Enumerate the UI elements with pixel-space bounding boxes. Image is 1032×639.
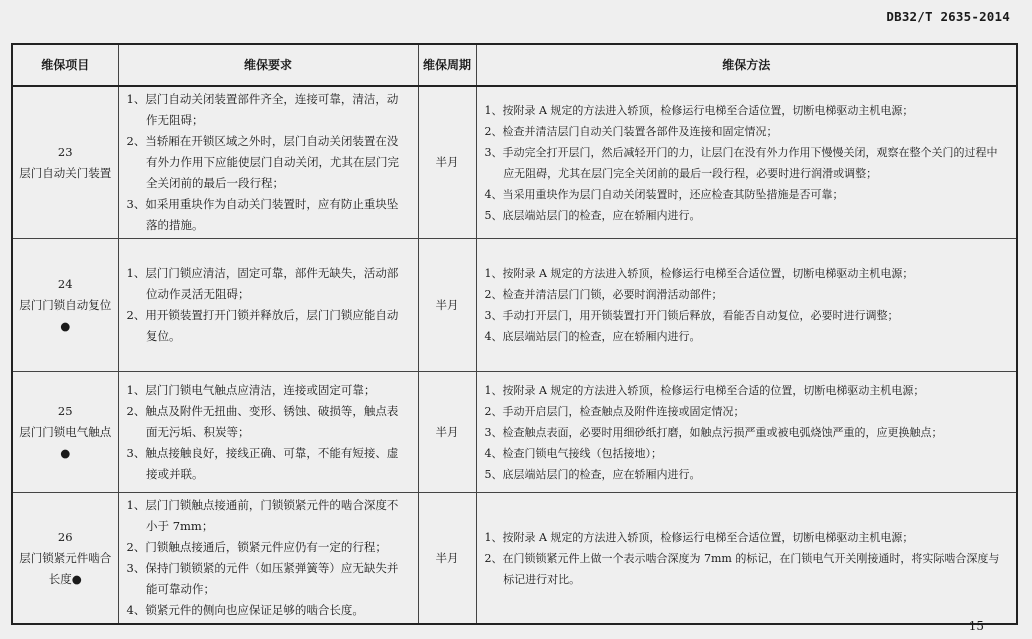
method-cell: [476, 372, 1017, 493]
method-line: 2、检查并清洁层门自动关门装置各部件及连接和固定情况；: [484, 124, 778, 138]
period-cell: 半月: [418, 86, 476, 239]
column-header-period: 维保周期: [418, 44, 476, 86]
item-name: 层门门锁自动复位●: [19, 297, 112, 333]
method-cell: [476, 493, 1017, 625]
requirement-line: 3、保持门锁锁紧的元件（如压紧弹簧等）应无缺失并能可靠动作；: [126, 561, 399, 596]
requirement-line: 2、门锁触点接通后，锁紧元件应仍有一定的行程；: [126, 540, 387, 554]
requirements-cell: [118, 86, 418, 239]
item-name: 层门门锁电气触点●: [19, 424, 112, 460]
method-line: 3、手动完全打开层门，然后减轻开门的力，让层门在没有外力作用下慢慢关闭，观察在整个关门的过程中应无阻碍，尤其在层门完全关闭前的最后一段行程，必要时进行润滑或调整；: [484, 145, 998, 180]
requirement-line: 1、层门自动关闭装置部件齐全，连接可靠，清洁，动作无阻碍；: [126, 92, 399, 127]
requirement-line: 2、当轿厢在开锁区域之外时，层门自动关闭装置在没有外力作用下应能使层门自动关闭，尤其在层门完全关闭前的最后一段行程；: [126, 134, 400, 190]
item-number: 23: [57, 144, 73, 159]
item-cell: [12, 239, 118, 372]
period-cell: 半月: [418, 493, 476, 625]
method-line: 2、手动开启层门，检查触点及附件连接或固定情况；: [484, 404, 745, 418]
method-cell: [476, 239, 1017, 372]
method-cell: [476, 86, 1017, 239]
item-name: 层门锁紧元件啮合长度●: [19, 550, 112, 586]
requirement-line: 2、触点及附件无扭曲、变形、锈蚀、破损等，触点表面无污垢、积炭等；: [126, 403, 399, 439]
requirement-line: 3、触点接触良好，接线正确、可靠，不能有短接、虚接或并联。: [126, 445, 399, 481]
column-header-requirements: 维保要求: [118, 44, 418, 86]
column-header-item: 维保项目: [12, 44, 118, 86]
item-cell: [12, 493, 118, 625]
item-name: 层门自动关门装置: [19, 165, 112, 180]
item-cell: [12, 372, 118, 493]
requirement-line: 2、用开锁装置打开门锁并释放后，层门门锁应能自动复位。: [126, 308, 399, 343]
table-row: [12, 372, 1017, 493]
table-header-row: [12, 44, 1017, 86]
requirement-line: 1、层门门锁触点接通前，门锁锁紧元件的啮合深度不小于 7mm；: [126, 498, 399, 533]
requirements-cell: [118, 493, 418, 625]
method-line: 4、检查门锁电气接线（包括接地）；: [484, 446, 662, 460]
requirement-line: 1、层门门锁电气触点应清洁，连接或固定可靠；: [126, 382, 376, 397]
item-number: 26: [57, 529, 73, 544]
method-line: 4、底层端站层门的检查，应在轿厢内进行。: [484, 330, 701, 343]
table-row: [12, 239, 1017, 372]
method-line: 4、当采用重块作为层门自动关闭装置时，还应检查其防坠措施是否可靠；: [484, 187, 844, 201]
method-line: 2、检查并清洁层门门锁，必要时润滑活动部件；: [484, 288, 723, 301]
table-row: [12, 493, 1017, 625]
requirements-cell: [118, 239, 418, 372]
period-cell: 半月: [418, 239, 476, 372]
maintenance-table: [11, 43, 1018, 625]
method-line: 3、手动打开层门，用开锁装置打开门锁后释放，看能否自动复位，必要时进行调整；: [484, 309, 899, 322]
requirement-line: 4、锁紧元件的侧向也应保证足够的啮合长度。: [126, 603, 364, 617]
method-line: 1、按附录 A 规定的方法进入轿顶，检修运行电梯至合适位置，切断电梯驱动主机电源；: [484, 530, 914, 544]
requirement-line: 3、如采用重块作为自动关门装置时，应有防止重块坠落的措施。: [126, 197, 399, 232]
page-number: 15: [968, 619, 984, 633]
table-row: [12, 86, 1017, 239]
item-number: 25: [57, 403, 73, 418]
period-cell: 半月: [418, 372, 476, 493]
method-line: 3、检查触点表面，必要时用细砂纸打磨，如触点污损严重或被电弧烧蚀严重的，应更换触点；: [484, 425, 943, 439]
method-line: 5、底层端站层门的检查，应在轿厢内进行。: [484, 208, 701, 222]
method-line: 1、按附录 A 规定的方法进入轿顶，检修运行电梯至合适的位置，切断电梯驱动主机电源；: [484, 383, 925, 397]
method-line: 1、按附录 A 规定的方法进入轿顶，检修运行电梯至合适位置，切断电梯驱动主机电源；: [484, 103, 914, 117]
method-line: 5、底层端站层门的检查，应在轿厢内进行。: [484, 467, 701, 481]
requirement-line: 1、层门门锁应清洁，固定可靠，部件无缺失，活动部位动作灵活无阻碍；: [126, 266, 399, 301]
document-code: DB32/T 2635-2014: [886, 9, 1010, 24]
item-cell: [12, 86, 118, 239]
column-header-method: 维保方法: [476, 44, 1017, 86]
method-line: 2、在门锁锁紧元件上做一个表示啮合深度为 7mm 的标记，在门锁电气开关刚接通时，将实际啮合深度与标记进行对比。: [484, 551, 1000, 586]
method-line: 1、按附录 A 规定的方法进入轿顶，检修运行电梯至合适位置，切断电梯驱动主机电源；: [484, 267, 914, 280]
requirements-cell: [118, 372, 418, 493]
item-number: 24: [57, 276, 73, 291]
